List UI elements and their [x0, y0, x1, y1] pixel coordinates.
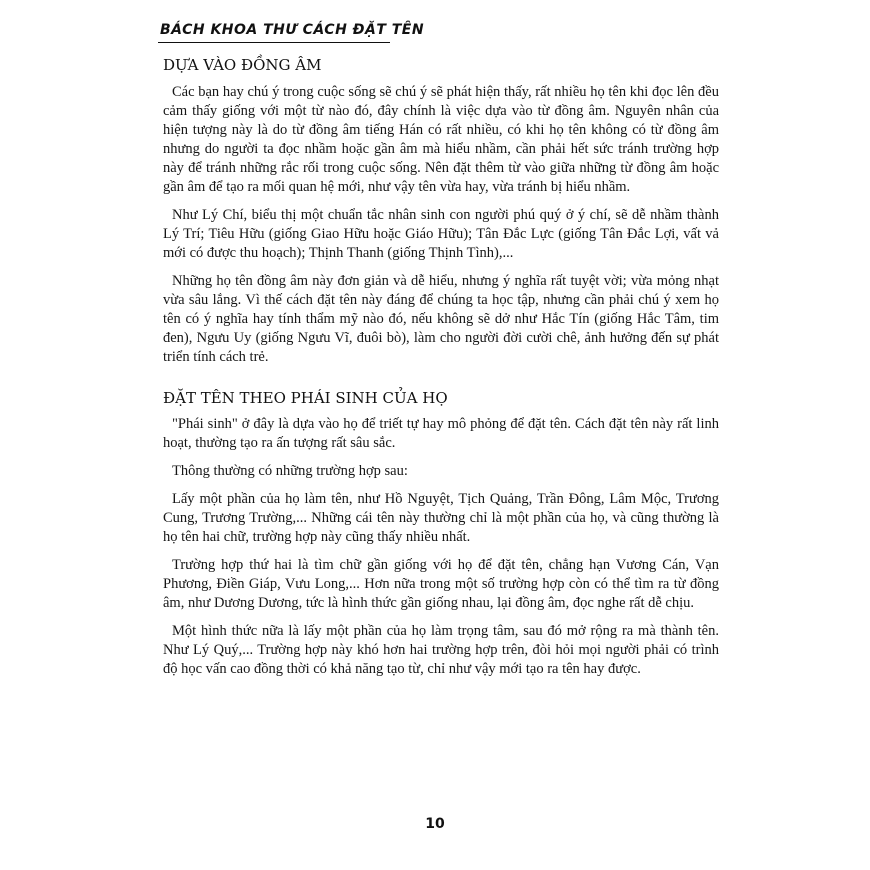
paragraph: Một hình thức nữa là lấy một phần của họ làm trọng tâm, sau đó mở rộng ra mà thành tên. Như Lý Quý,... Trường hợp này khó hơn hai trường hợp trên, đòi hỏi mọi người phải có trình độ học vấn cao đồng thời có khả năng tạo từ, chỉ như vậy mới tạo ra tên hay được.	[163, 623, 719, 677]
paragraph: Trường hợp thứ hai là tìm chữ gần giống với họ để đặt tên, chẳng hạn Vương Cán, Vạn Phương, Điền Giáp, Vưu Long,... Hơn nữa trong một số trường hợp còn có thể tìm ra từ đồng âm, như Dương Dương, tức là hình thức gần giống nhau, lại đồng âm, đọc nghe rất dễ chịu.	[163, 557, 719, 611]
running-header: BÁCH KHOA THƯ CÁCH ĐẶT TÊN	[160, 22, 425, 38]
paragraph: Như Lý Chí, biểu thị một chuẩn tắc nhân sinh con người phú quý ở ý chí, sẽ dễ nhầm thành Lý Trí; Tiêu Hữu (giống Giao Hữu hoặc Giáo Hữu); Tân Đắc Lực (giống Tân Đắc Lợi, vất vả mới có được thu hoạch); Thịnh Thanh (giống Thịnh Tình),...	[163, 207, 719, 261]
paragraph: Lấy một phần của họ làm tên, như Hồ Nguyệt, Tịch Quảng, Trần Đông, Lâm Mộc, Trương Cung, Trương Trường,... Những cái tên này thường chỉ là một phần của họ, và cũng thường là họ tên hai chữ, trường hợp này cũng thấy nhiều nhất.	[163, 491, 719, 545]
section-heading-derivation: ĐẶT TÊN THEO PHÁI SINH CỦA HỌ	[163, 389, 448, 407]
page-number: 10	[425, 816, 445, 832]
paragraph: Thông thường có những trường hợp sau:	[172, 463, 408, 479]
header-rule	[158, 42, 390, 43]
section-heading-homophone: DỰA VÀO ĐỒNG ÂM	[163, 56, 322, 74]
paragraph: Những họ tên đồng âm này đơn giản và dễ hiểu, nhưng ý nghĩa rất tuyệt vời; vừa mỏng nhạt vừa sâu lắng. Vì thế cách đặt tên này đáng để chúng ta học tập, nhưng cần phải chú ý xem họ tên có ý nghĩa hay tính thẩm mỹ nào đó, nếu không sẽ dở như Hắc Tín (giống Hắc Tâm, tim đen), Ngưu Uy (giống Ngưu Vĩ, đuôi bò), làm cho người đời cười chê, ảnh hưởng đến sự phát triển tính cách trẻ.	[163, 273, 719, 365]
page-body	[163, 56, 719, 688]
paragraph: "Phái sinh" ở đây là dựa vào họ để triết tự hay mô phỏng để đặt tên. Cách đặt tên này rất linh hoạt, thường tạo ra ấn tượng rất sâu sắc.	[163, 416, 719, 451]
paragraph: Các bạn hay chú ý trong cuộc sống sẽ chú ý sẽ phát hiện thấy, rất nhiều họ tên khi đọc lên đều cảm thấy giống với một từ nào đó, đây chính là việc dựa vào từ đồng âm. Nguyên nhân của hiện tượng này là do từ đồng âm tiếng Hán có rất nhiều, có khi họ tên không có từ đồng âm nhưng do người ta đọc nhầm hoặc gần âm mà hiểu nhầm, cần phải hết sức tránh trường hợp này để tránh những rắc rối trong cuộc sống. Nên đặt thêm từ vào giữa những từ đồng âm hoặc gần âm để tạo ra mối quan hệ mới, như vậy tên vừa hay, vừa tránh bị hiểu nhầm.	[163, 84, 719, 195]
